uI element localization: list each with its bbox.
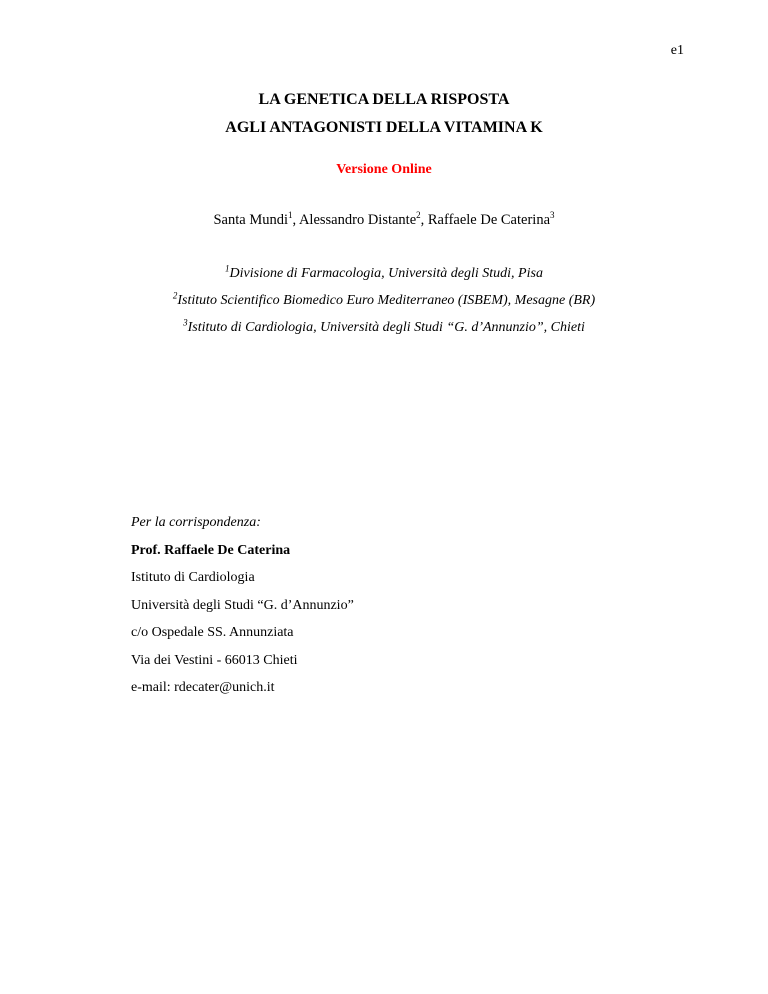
affiliation-text: Istituto Scientifico Biomedico Euro Mediterraneo (ISBEM), Mesagne (BR) xyxy=(177,293,596,308)
author-separator: , xyxy=(292,212,299,228)
correspondence-institute: Istituto di Cardiologia xyxy=(131,570,255,585)
affiliation-2 xyxy=(0,287,768,314)
paper-title xyxy=(0,86,768,142)
author-affiliation-mark: 2 xyxy=(416,210,421,221)
affiliation-mark: 1 xyxy=(225,263,230,274)
affiliation-mark: 3 xyxy=(183,317,188,328)
version-label: Versione Online xyxy=(336,162,432,177)
affiliation-text: Istituto di Cardiologia, Università degli Studi “G. d’Annunzio”, Chieti xyxy=(187,320,585,335)
title-line-2: AGLI ANTAGONISTI DELLA VITAMINA K xyxy=(225,119,543,136)
author-list xyxy=(0,212,768,229)
author-separator: , xyxy=(420,212,428,228)
affiliation-3 xyxy=(0,314,768,341)
affiliation-mark: 2 xyxy=(172,290,178,301)
author-name: Alessandro Distante xyxy=(298,212,417,228)
title-line-1: LA GENETICA DELLA RISPOSTA xyxy=(258,91,510,108)
affiliation-list xyxy=(0,260,768,341)
affiliation-1 xyxy=(0,260,768,287)
correspondence-hospital: c/o Ospedale SS. Annunziata xyxy=(131,625,294,640)
author-affiliation-mark: 3 xyxy=(550,210,555,221)
author-name: Raffaele De Caterina xyxy=(427,212,551,228)
author-affiliation-mark: 1 xyxy=(288,210,293,221)
correspondence-name: Prof. Raffaele De Caterina xyxy=(131,542,291,558)
correspondence-email[interactable]: e-mail: rdecater@unich.it xyxy=(131,680,275,695)
affiliation-text: Divisione di Farmacologia, Università degli Studi, Pisa xyxy=(229,266,543,281)
correspondence-label: Per la corrispondenza: xyxy=(131,515,261,530)
correspondence-university: Università degli Studi “G. d’Annunzio” xyxy=(131,597,354,613)
correspondence-block xyxy=(131,509,354,702)
author-name: Santa Mundi xyxy=(213,212,288,228)
correspondence-address: Via dei Vestini - 66013 Chieti xyxy=(131,652,298,668)
page-number: e1 xyxy=(670,43,684,58)
